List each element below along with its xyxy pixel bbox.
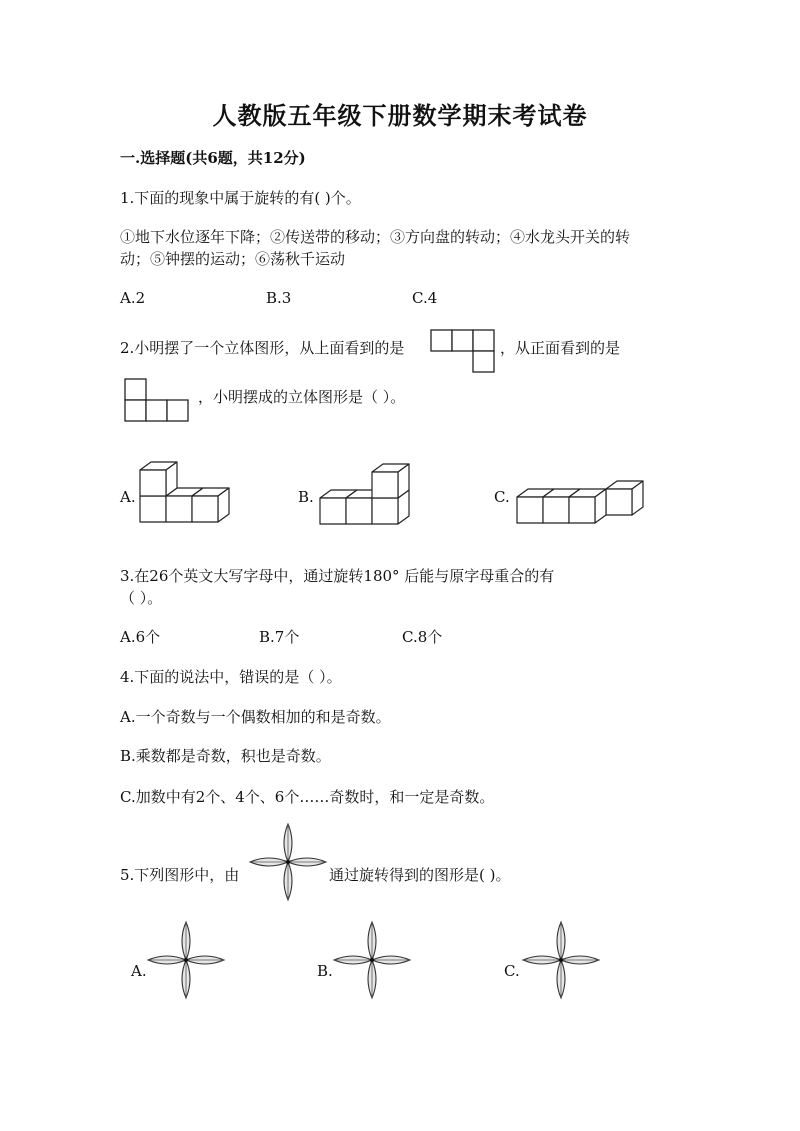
petal <box>372 956 410 964</box>
q5-option-c-flower-figure <box>519 918 603 1002</box>
petal <box>284 862 292 900</box>
flower-center <box>286 860 290 864</box>
flower-center <box>370 958 374 962</box>
petal <box>557 922 565 960</box>
q3-stem-line1: 3.在26个英文大写字母中，通过旋转180° 后能与原字母重合的有 <box>120 567 555 585</box>
q5-option-a-flower-figure <box>144 918 228 1002</box>
front-view-figure <box>124 378 192 424</box>
top-view-figure <box>430 329 500 374</box>
q2-option-a[interactable]: A. <box>120 488 136 506</box>
petal <box>182 922 190 960</box>
q5-option-b[interactable]: B. <box>317 962 333 980</box>
q1-option-b[interactable]: B.3 <box>266 289 292 307</box>
q4-option-c[interactable]: C.加数中有2个、4个、6个……奇数时，和一定是奇数。 <box>120 788 495 806</box>
flower-center <box>559 958 563 962</box>
q1-desc-line1: ①地下水位逐年下降；②传送带的移动；③方向盘的转动；④水龙头开关的转 <box>120 228 631 246</box>
q2-option-b[interactable]: B. <box>298 488 314 506</box>
petal <box>557 960 565 998</box>
q1-desc-line2: 动；⑤钟摆的运动；⑥荡秋千运动 <box>120 250 346 268</box>
cube-block <box>569 489 606 523</box>
q3-option-b[interactable]: B.7个 <box>259 628 300 646</box>
q5-option-c[interactable]: C. <box>504 962 520 980</box>
q5-stem-part1: 5.下列图形中，由 <box>120 866 240 884</box>
q4-option-b[interactable]: B.乘数都是奇数，积也是奇数。 <box>120 747 331 765</box>
petal <box>288 858 326 866</box>
q1-option-a[interactable]: A.2 <box>120 289 146 307</box>
cube-block <box>192 488 229 522</box>
petal <box>561 956 599 964</box>
petal <box>334 956 372 964</box>
q4-stem: 4.下面的说法中，错误的是（ ）。 <box>120 668 342 686</box>
flower-center <box>184 958 188 962</box>
petal <box>250 858 288 866</box>
petal <box>186 956 224 964</box>
q2-option-b-figure <box>318 446 428 526</box>
petal <box>368 922 376 960</box>
q2-option-c-figure <box>515 470 625 526</box>
petal <box>284 824 292 862</box>
q3-option-c[interactable]: C.8个 <box>402 628 443 646</box>
q3-stem-line2: （ ）。 <box>120 589 163 607</box>
q1-option-c[interactable]: C.4 <box>412 289 438 307</box>
q2-stem-part1: 2.小明摆了一个立体图形，从上面看到的是 <box>120 339 405 357</box>
q5-stem-part2: 通过旋转得到的图形是( )。 <box>329 866 511 884</box>
exam-title: 人教版五年级下册数学期末考试卷 <box>212 101 588 130</box>
q2-option-c[interactable]: C. <box>494 488 510 506</box>
q2-option-a-figure <box>138 452 238 524</box>
petal <box>368 960 376 998</box>
q2-stem-part2: ，从正面看到的是 <box>500 339 621 357</box>
section-heading: 一.选择题(共6题，共12分) <box>120 149 306 167</box>
cube-block <box>606 481 643 515</box>
q2-stem-part3: ，小明摆成的立体图形是（ ）。 <box>198 388 406 406</box>
petal <box>182 960 190 998</box>
q5-source-flower-figure <box>246 820 330 904</box>
petal <box>148 956 186 964</box>
q5-option-a[interactable]: A. <box>131 962 147 980</box>
q4-option-a[interactable]: A.一个奇数与一个偶数相加的和是奇数。 <box>120 708 391 726</box>
cube-block <box>140 462 177 496</box>
q5-option-b-flower-figure <box>330 918 414 1002</box>
q1-stem: 1.下面的现象中属于旋转的有( )个。 <box>120 189 361 207</box>
petal <box>523 956 561 964</box>
cube-block <box>372 464 409 498</box>
q3-option-a[interactable]: A.6个 <box>120 628 161 646</box>
